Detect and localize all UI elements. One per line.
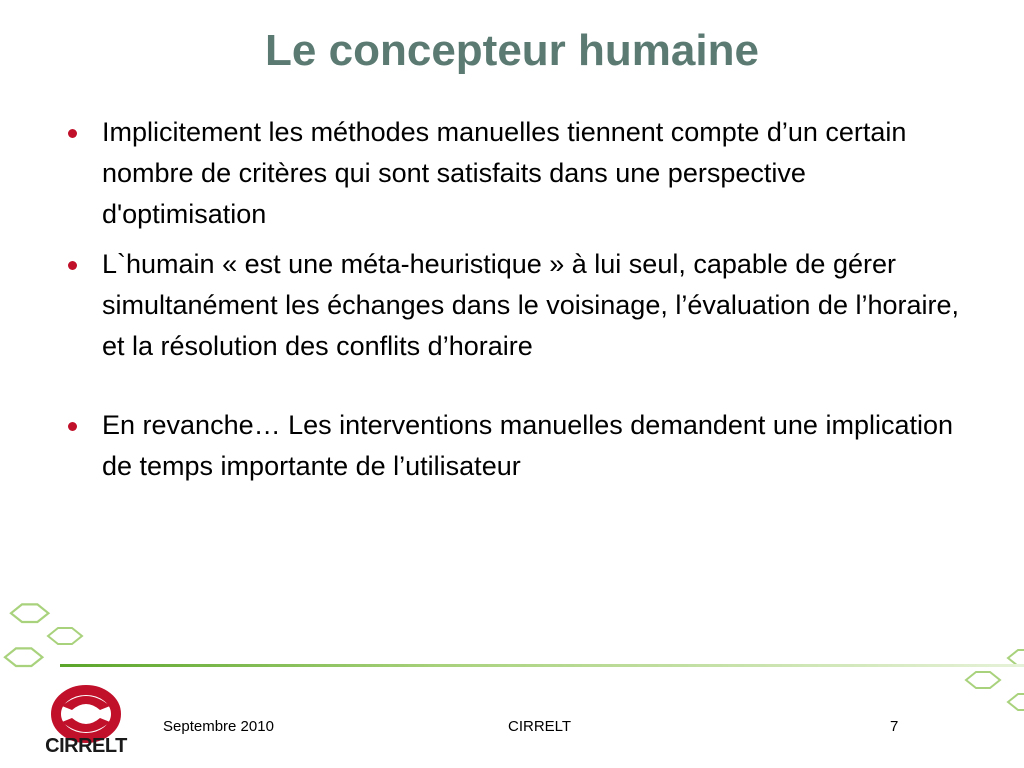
bullet-text: En revanche… Les interventions manuelles demandent une implication de temps importante de l’utilisateur: [102, 410, 954, 481]
footer-date: Septembre 2010: [163, 718, 274, 735]
footer-page-number: 7: [890, 718, 899, 735]
bullet-item: [60, 244, 960, 367]
slide-title: Le concepteur humaine: [265, 26, 759, 75]
bullet-dot-icon: [68, 261, 77, 270]
logo-text: CIRRELT: [45, 735, 127, 757]
bullet-item: [60, 405, 960, 487]
footer-organization: CIRRELT: [508, 718, 572, 735]
bullet-text: Implicitement les méthodes manuelles tiennent compte d’un certain nombre de critères qui sont satisfaits dans une perspective d'optimisation: [102, 117, 907, 229]
bullet-item: [60, 112, 960, 235]
hexagon-decoration-right-icon: [962, 646, 1024, 718]
bullet-dot-icon: [68, 422, 77, 431]
bullet-dot-icon: [68, 129, 77, 138]
footer-divider: [60, 664, 1024, 667]
bullet-text: L`humain « est une méta-heuristique » à lui seul, capable de gérer simultanément les échanges dans le voisinage, l’évaluation de l’horaire, et la résolution des conflits d’horaire: [102, 249, 960, 361]
bullet-list: [60, 112, 960, 496]
